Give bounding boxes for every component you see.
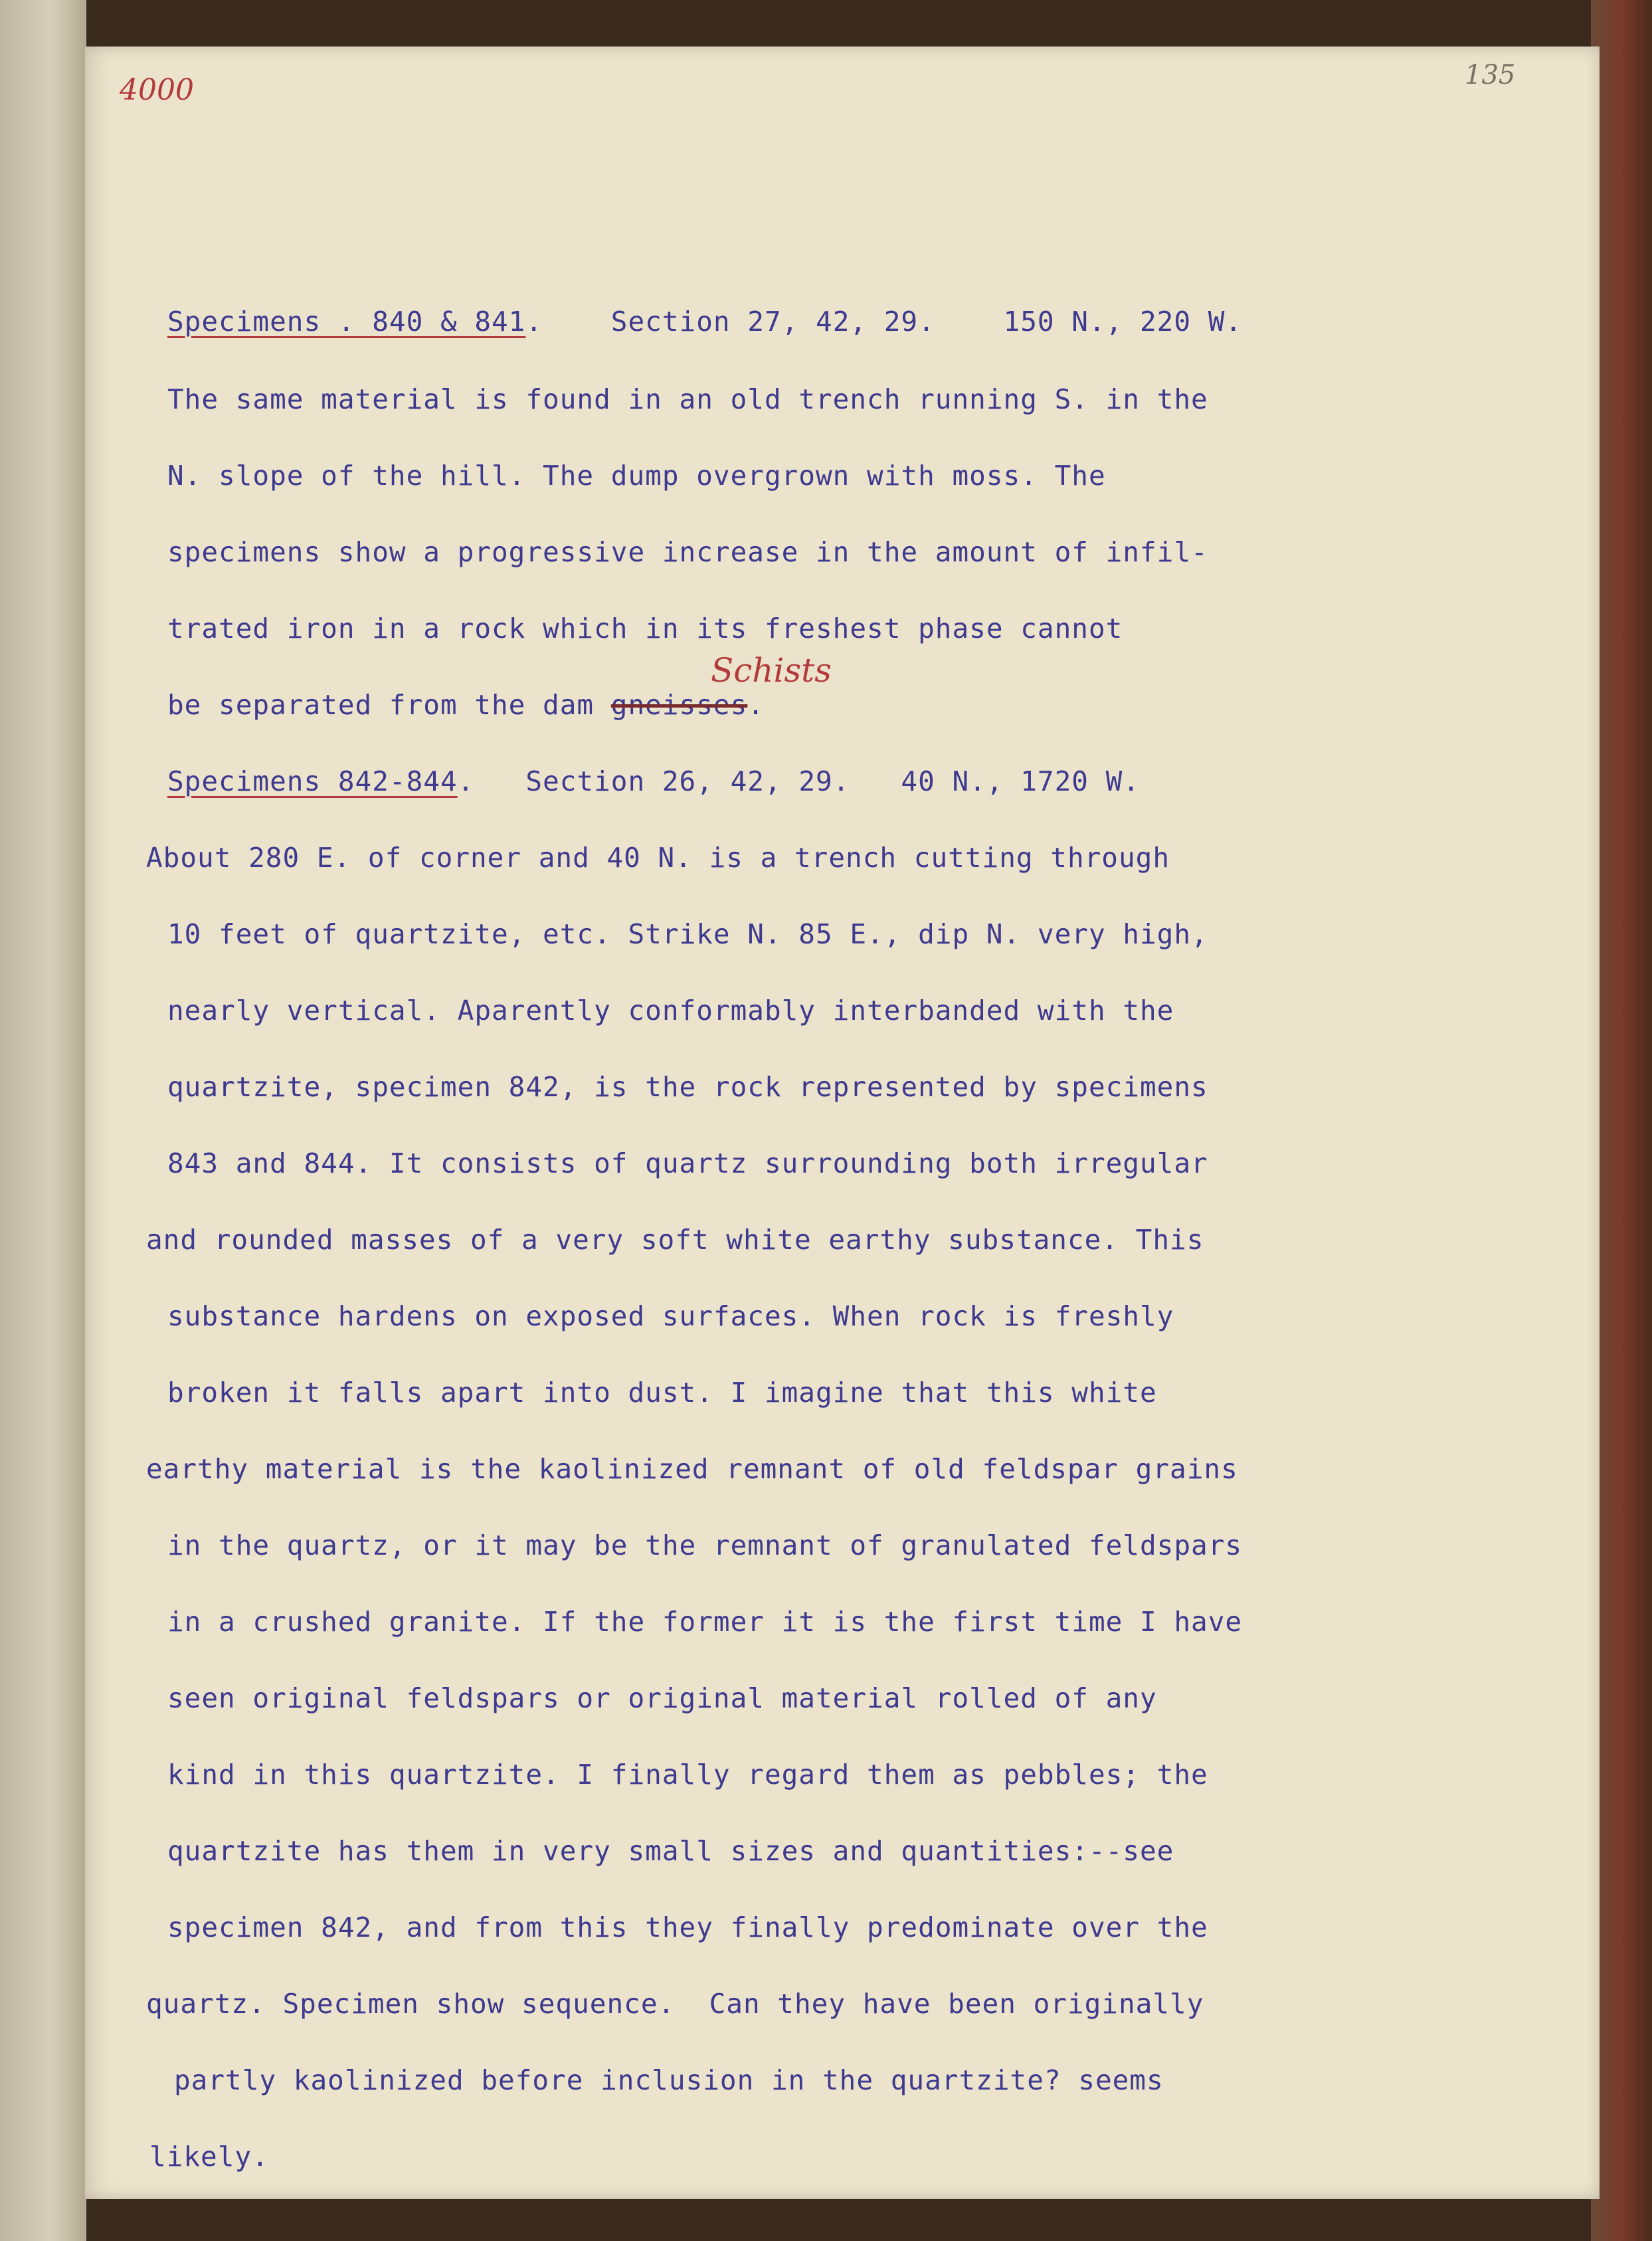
text-line-4: specimens show a progressive increase in the amount of infil- [167, 536, 1208, 568]
text-line-9: 10 feet of quartzite, etc. Strike N. 85 E., dip N. very high, [167, 918, 1208, 950]
text-line-20: kind in this quartzite. I finally regard them as pebbles; the [167, 1759, 1208, 1791]
struck-word: gneisses [610, 689, 748, 721]
facing-page-edge [0, 0, 86, 2241]
line-6-end: . [747, 689, 765, 721]
handwritten-insertion: Schists [711, 651, 832, 690]
line-6-text: be separated from the dam [167, 689, 611, 721]
text-line-2: The same material is found in an old trench running S. in the [167, 383, 1208, 415]
text-line-6 [167, 689, 765, 721]
text-line-5: trated iron in a rock which in its freshest phase cannot [167, 613, 1123, 644]
text-line-23: quartz. Specimen show sequence. Can they have been originally [146, 1988, 1204, 2020]
specimen-heading: Specimens 842-844 [167, 765, 458, 797]
text-line-12: 843 and 844. It consists of quartz surrounding both irregular [167, 1147, 1208, 1179]
text-line-17: in the quartz, or it may be the remnant of granulated feldspars [167, 1529, 1243, 1561]
text-line-15: broken it falls apart into dust. I imagine that this white [167, 1377, 1157, 1409]
text-line-11: quartzite, specimen 842, is the rock represented by specimens [167, 1071, 1208, 1103]
text-line-22: specimen 842, and from this they finally predominate over the [167, 1911, 1208, 1943]
handwritten-reference-number: 4000 [120, 73, 194, 107]
text-line-16: earthy material is the kaolinized remnant of old feldspar grains [146, 1453, 1238, 1485]
text-line-21: quartzite has them in very small sizes and quantities:--see [167, 1835, 1174, 1867]
notebook-page [85, 47, 1600, 2199]
specimen-heading: Specimens . 840 & 841 [167, 306, 526, 338]
text-line-24: partly kaolinized before inclusion in the quartzite? seems [174, 2064, 1164, 2096]
text-line-25: likely. [149, 2141, 269, 2173]
text-line-7 [167, 765, 1140, 797]
text-line-14: substance hardens on exposed surfaces. When rock is freshly [167, 1300, 1174, 1332]
section-location: . Section 26, 42, 29. 40 N., 1720 W. [457, 765, 1141, 797]
text-line-3: N. slope of the hill. The dump overgrown with moss. The [167, 460, 1106, 492]
text-line-19: seen original feldspars or original material rolled of any [167, 1682, 1157, 1714]
text-line-10: nearly vertical. Aparently conformably interbanded with the [167, 995, 1174, 1026]
section-location: . Section 27, 42, 29. 150 N., 220 W. [525, 306, 1243, 338]
text-line-18: in a crushed granite. If the former it is the first time I have [167, 1606, 1243, 1638]
text-line-8: About 280 E. of corner and 40 N. is a trench cutting through [146, 842, 1170, 874]
text-line-1 [167, 306, 1242, 338]
text-line-13: and rounded masses of a very soft white earthy substance. This [146, 1224, 1204, 1256]
book-cover-edge [1591, 0, 1652, 2241]
page-number: 135 [1465, 60, 1516, 90]
